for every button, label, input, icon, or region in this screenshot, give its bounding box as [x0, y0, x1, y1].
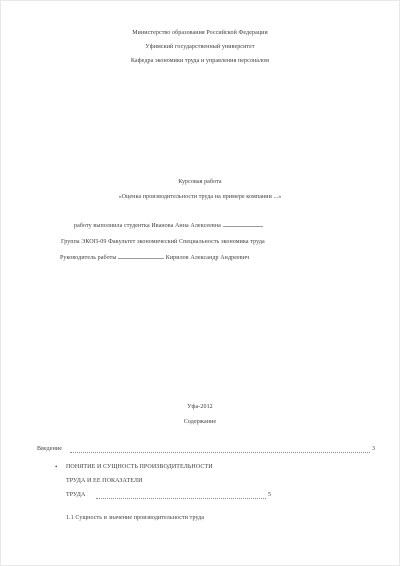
toc-item2: 1.1 Сущность и значение производительности труда [66, 515, 205, 521]
toc-item1-leader [96, 498, 266, 499]
signature-blank [118, 258, 164, 259]
student-line [74, 222, 263, 230]
city-year: Уфа-2012 [187, 404, 213, 410]
supervisor-name: Кирилов Александр Андреевич [165, 255, 250, 261]
supervisor-line [60, 254, 249, 262]
department-line: Кафедра экономики труда и управления персоналом [130, 58, 270, 64]
ministry-line: Министерство образования Российской Федерации [132, 30, 268, 36]
work-topic: «Оценка производительности труда на примере компании ...» [118, 194, 282, 200]
work-type: Курсовая работа [178, 179, 222, 185]
supervisor-label: Руководитель работы [60, 255, 117, 261]
toc-item1-line2: ТРУДА И ЕЕ ПОКАЗАТЕЛИ [66, 478, 143, 484]
toc-item1-page: 5 [268, 492, 272, 498]
contents-heading: Содержание [183, 419, 217, 425]
university-line: Уфимский государственный университет [145, 44, 255, 50]
toc-item1-line1: ПОНЯТИЕ И СУЩНОСТЬ ПРОИЗВОДИТЕЛЬНОСТИ [66, 464, 213, 470]
toc-intro-page: 3 [372, 446, 376, 452]
toc-intro: Введение [37, 446, 62, 452]
student-text: работу выполнила студентка Иванова Анна Алексеевна [74, 223, 221, 229]
group-line: Группа ЭКОП-09 Факультет экономический Специальность экономика труда [61, 239, 265, 245]
toc-intro-leader [70, 452, 370, 453]
student-blank [223, 226, 263, 227]
toc-bullet-icon: • [55, 463, 58, 471]
toc-item1-line3: ТРУДА [66, 492, 86, 498]
